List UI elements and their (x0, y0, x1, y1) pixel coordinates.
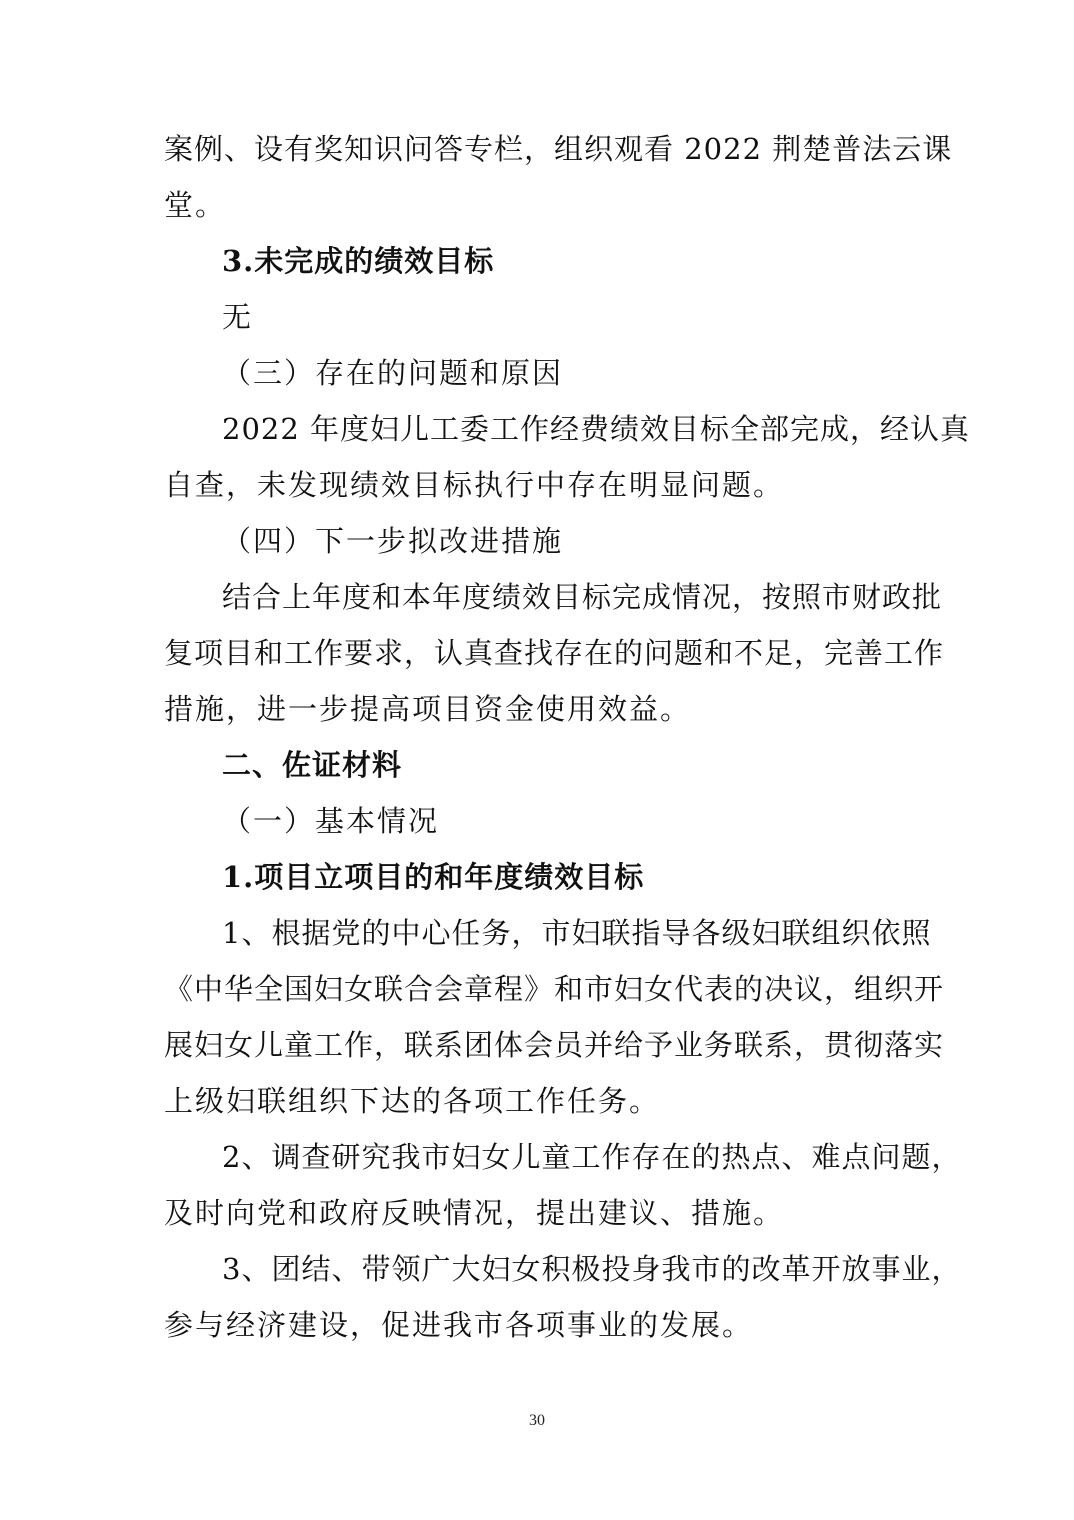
section-heading: （一）基本情况 (222, 804, 440, 838)
paragraph-line: 案例、设有奖知识问答专栏，组织观看 2022 荆楚普法云课 (164, 132, 953, 166)
paragraph-line: 措施，进一步提高项目资金使用效益。 (164, 692, 692, 726)
paragraph-line: 及时向党和政府反映情况，提出建议、措施。 (164, 1196, 785, 1230)
paragraph-line: 结合上年度和本年度绩效目标完成情况，按照市财政批 (222, 580, 943, 614)
paragraph-line: 上级妇联组织下达的各项工作任务。 (164, 1084, 661, 1118)
paragraph-line: 展妇女儿童工作，联系团体会员并给予业务联系，贯彻落实 (164, 1028, 945, 1062)
paragraph-line: 堂。 (164, 188, 227, 222)
section-heading: 1.项目立项目的和年度绩效目标 (222, 860, 645, 894)
page-number: 30 (529, 1412, 545, 1429)
section-heading: 3.未完成的绩效目标 (222, 244, 495, 278)
paragraph-line: 《中华全国妇女联合会章程》和市妇女代表的决议，组织开 (164, 972, 945, 1006)
section-heading: （四）下一步拟改进措施 (222, 524, 564, 558)
paragraph-line: 无 (222, 300, 254, 334)
paragraph-line: 自查，未发现绩效目标执行中存在明显问题。 (164, 468, 785, 502)
section-heading: 二、佐证材料 (222, 748, 403, 782)
paragraph-line: 1、根据党的中心任务，市妇联指导各级妇联组织依照 (222, 916, 932, 950)
paragraph-line: 2、调查研究我市妇女儿童工作存在的热点、难点问题， (222, 1140, 962, 1174)
paragraph-line: 2022 年度妇儿工委工作经费绩效目标全部完成，经认真 (222, 412, 971, 446)
paragraph-line: 复项目和工作要求，认真查找存在的问题和不足，完善工作 (164, 636, 945, 670)
paragraph-line: 参与经济建设，促进我市各项事业的发展。 (164, 1308, 754, 1342)
document-body (164, 121, 971, 1353)
paragraph-line: 3、团结、带领广大妇女积极投身我市的改革开放事业， (222, 1252, 962, 1286)
section-heading: （三）存在的问题和原因 (222, 356, 564, 390)
